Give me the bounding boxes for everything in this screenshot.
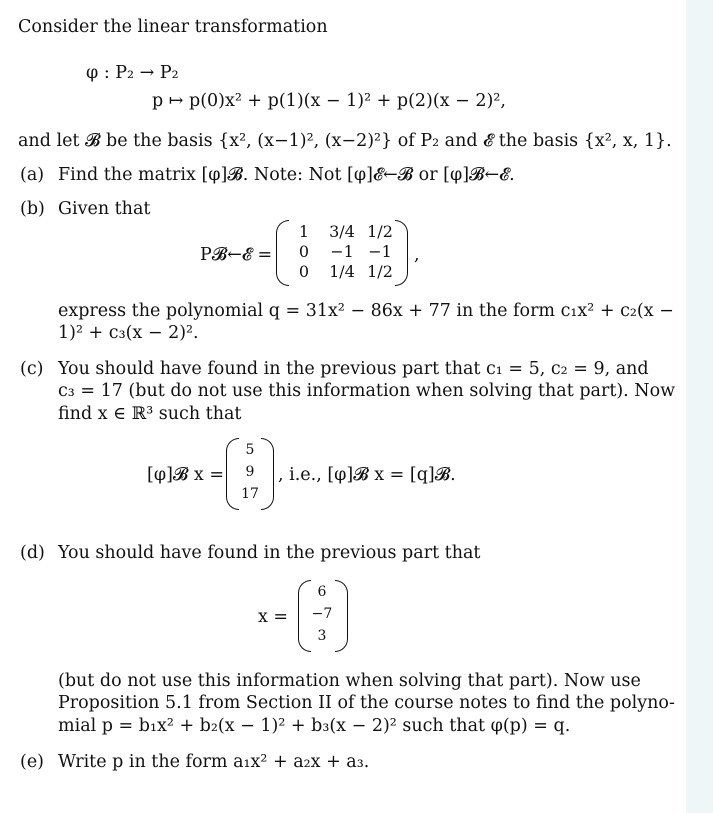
- matrix-cell: 0: [298, 262, 310, 281]
- part-d-line4: mial p = b₁x² + b₂(x − 1)² + b₃(x − 2)² such that φ(p) = q.: [58, 716, 571, 736]
- part-d-line3: Proposition 5.1 from Section II of the course notes to find the polyno-: [58, 693, 675, 713]
- vector-entry: 6: [317, 584, 327, 600]
- part-d-line1: You should have found in the previous part that: [58, 543, 481, 563]
- phi-b-x-label: [φ]𝓑 x =: [147, 465, 225, 485]
- x-label: x =: [258, 607, 289, 627]
- part-b-line1: express the polynomial q = 31x² − 86x + 77 in the form c₁x² + c₂(x −: [58, 301, 674, 321]
- vector-entry: 3: [317, 628, 327, 644]
- part-e-text: Write p in the form a₁x² + a₂x + a₃.: [58, 752, 370, 772]
- matrix-comma: ,: [414, 245, 420, 265]
- part-c-line2: c₃ = 17 (but do not use this information when solving that part). Now: [58, 381, 676, 401]
- part-b-line2: 1)² + c₃(x − 2)².: [58, 323, 199, 343]
- part-b-label: (b): [20, 199, 45, 219]
- target-vector: [226, 438, 274, 510]
- bases-line: and let 𝓑 be the basis {x², (x−1)², (x−2)²} of P₂ and 𝓔 the basis {x², x, 1}.: [18, 131, 672, 151]
- vector-entry: −7: [311, 606, 333, 622]
- part-d-label: (d): [20, 543, 45, 563]
- part-c-line1: You should have found in the previous part that c₁ = 5, c₂ = 9, and: [58, 359, 649, 379]
- solution-vector: [298, 580, 348, 652]
- matrix-cell: 1: [298, 222, 310, 241]
- matrix-cell: 3/4: [329, 222, 355, 241]
- phi-definition: φ : P₂ → P₂: [86, 63, 179, 83]
- matrix-cell: 1/2: [367, 222, 393, 241]
- vector-right-paren: [335, 580, 348, 652]
- part-e-label: (e): [20, 752, 45, 772]
- change-of-basis-matrix: [276, 220, 408, 286]
- part-c-equation-right: , i.e., [φ]𝓑 x = [q]𝓑.: [278, 465, 456, 485]
- part-c-label: (c): [20, 359, 44, 379]
- matrix-cell: 1/4: [329, 262, 355, 281]
- phi-rule: p ↦ p(0)x² + p(1)(x − 1)² + p(2)(x − 2)²,: [152, 91, 506, 111]
- part-a-text: Find the matrix [φ]𝓑. Note: Not [φ]𝓔←𝓑 or [φ]𝓑←𝓔.: [58, 165, 515, 185]
- part-c-line3: find x ∈ ℝ³ such that: [58, 404, 242, 424]
- vector-entry: 5: [245, 442, 255, 458]
- part-d-line2: (but do not use this information when solving that part). Now use: [58, 671, 641, 691]
- change-of-basis-label: P𝓑←𝓔 =: [200, 245, 273, 265]
- part-b-text: Given that: [58, 199, 151, 219]
- intro-text: Consider the linear transformation: [18, 17, 328, 37]
- matrix-cell: 0: [298, 242, 310, 261]
- vector-entry: 17: [241, 486, 259, 502]
- matrix-cell: 1/2: [367, 262, 393, 281]
- matrix-cell: −1: [368, 242, 392, 261]
- matrix-cell: −1: [330, 242, 354, 261]
- vector-entry: 9: [245, 464, 255, 480]
- part-a-label: (a): [20, 165, 45, 185]
- vector-right-paren: [261, 438, 274, 510]
